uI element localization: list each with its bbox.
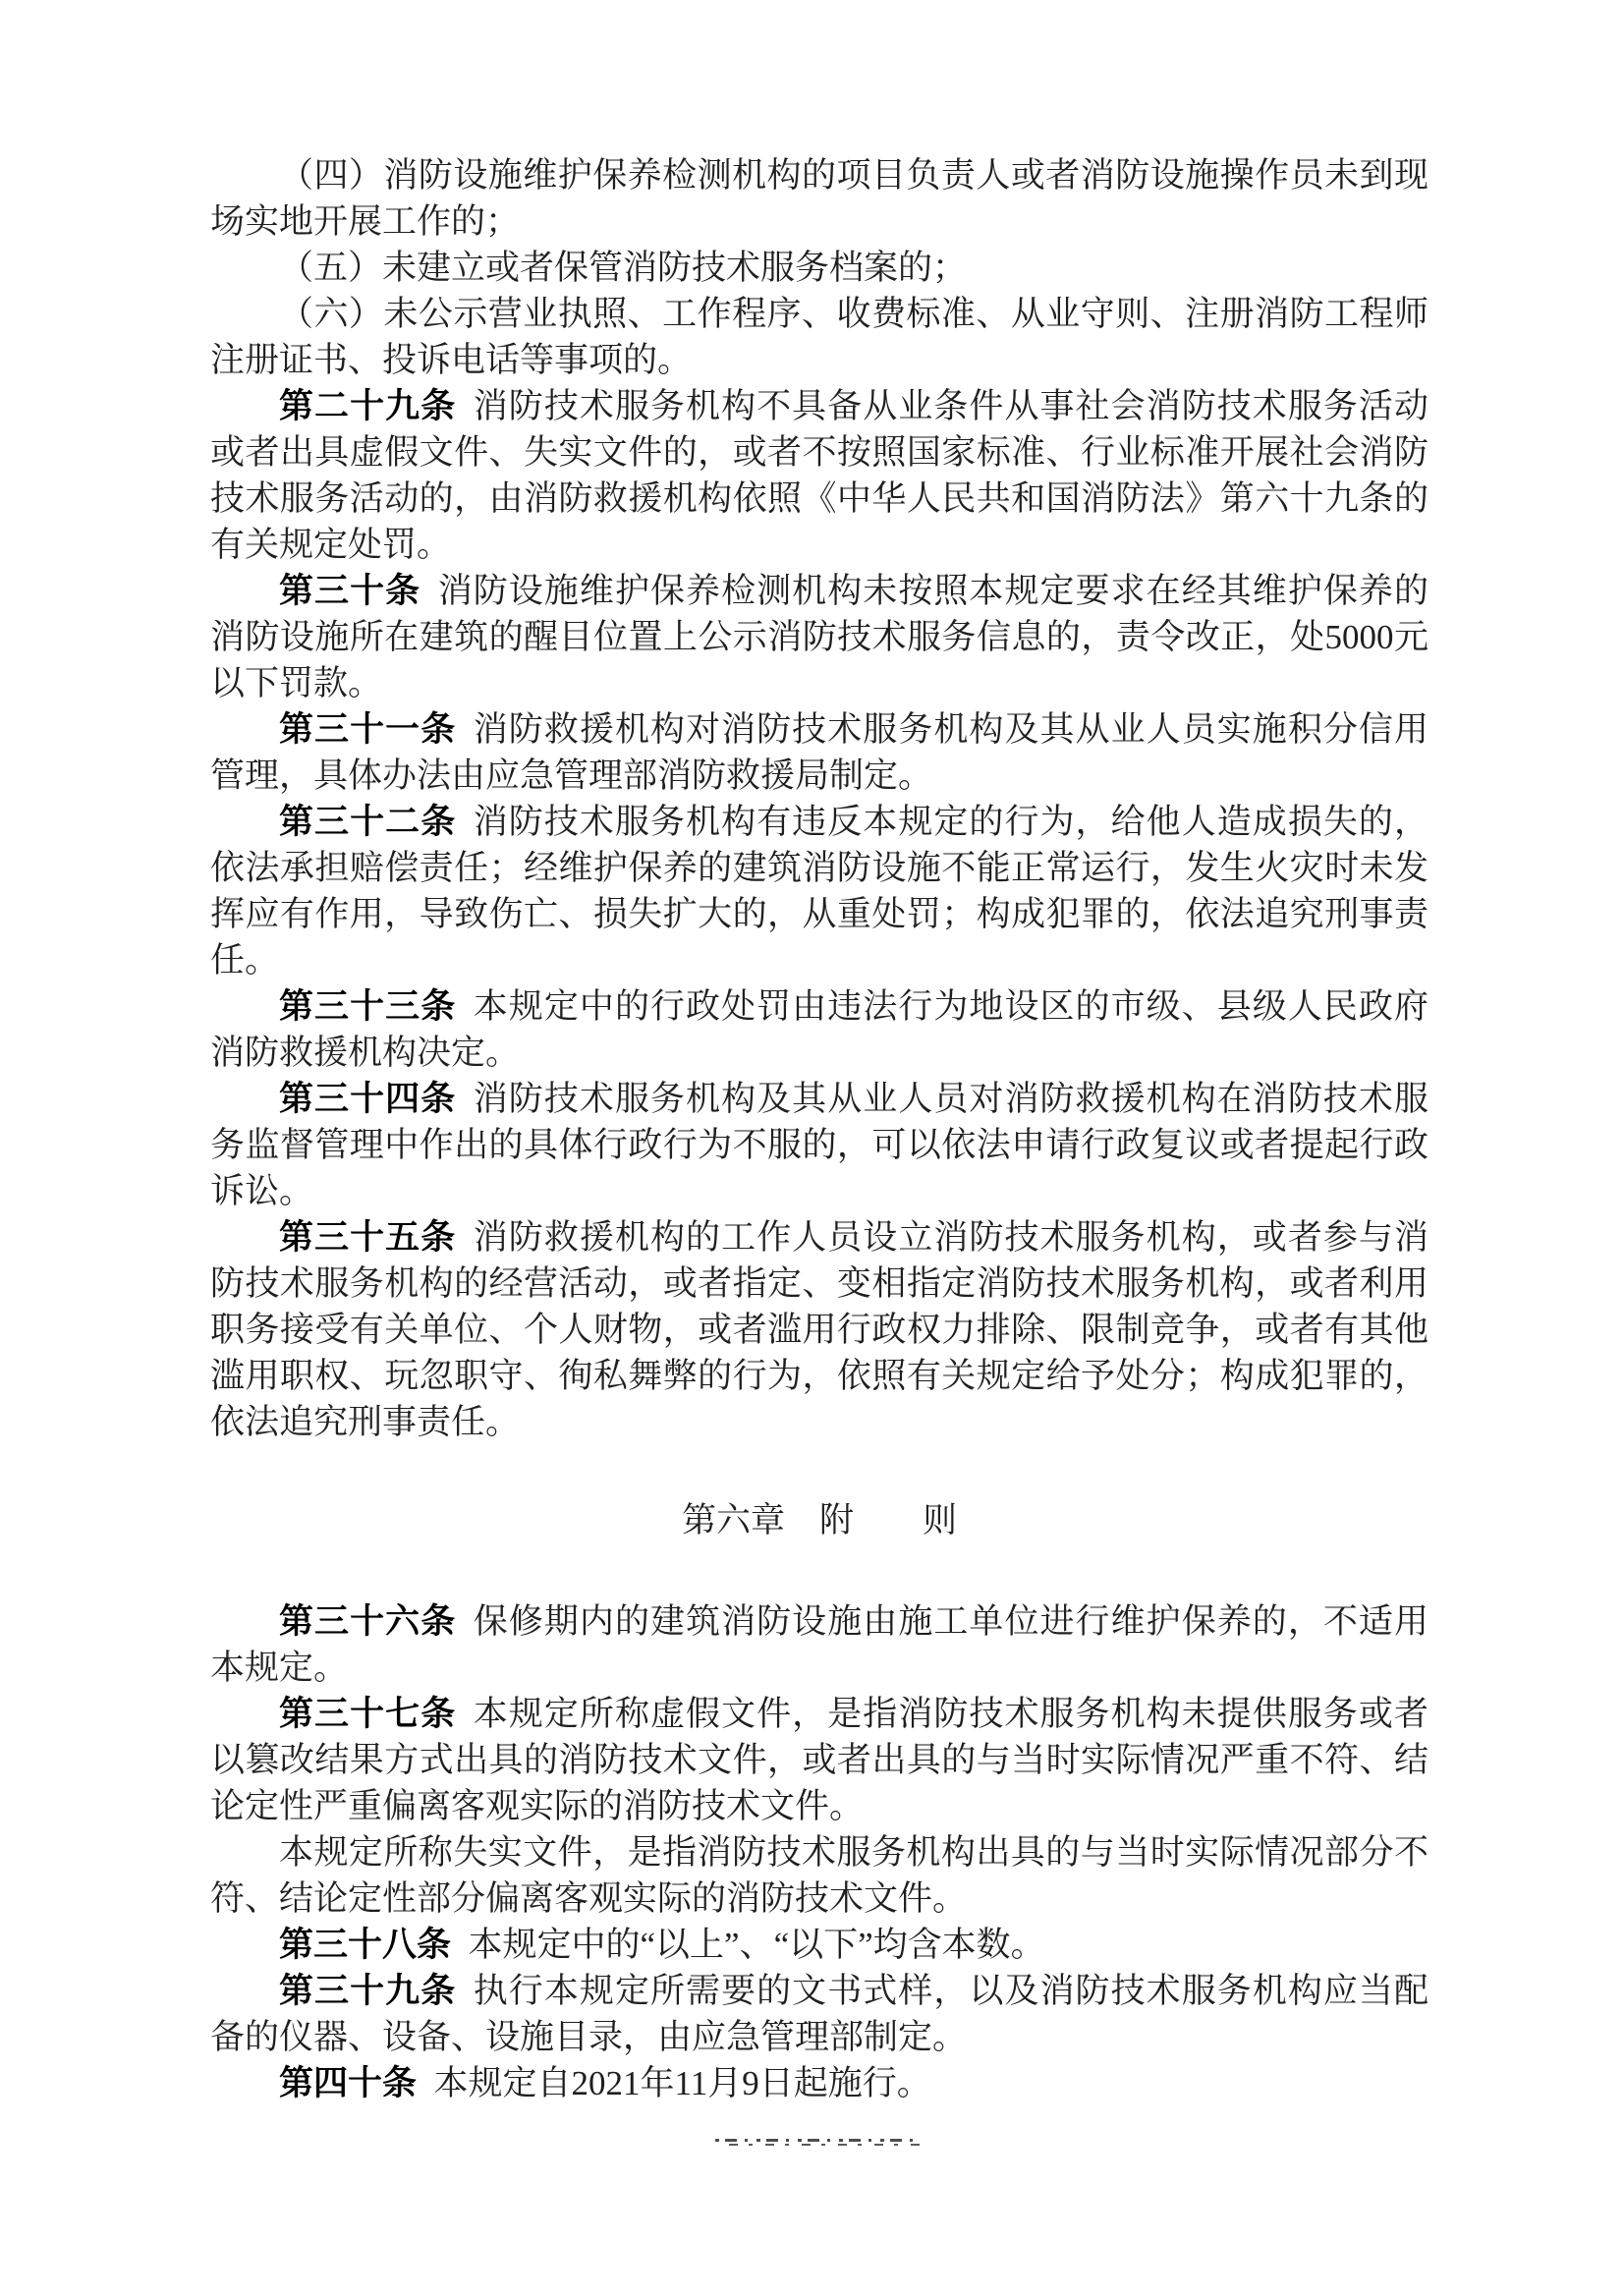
clipped-footer-text-fragment <box>715 2138 922 2147</box>
article-number: 第三十六条 <box>279 1602 457 1641</box>
paragraph-text: （六）未公示营业执照、工作程序、收费标准、从业守则、注册消防工程师注册证书、投诉电话等事项的。 <box>210 295 1428 379</box>
paragraph-text: 消防救援机构的工作人员设立消防技术服务机构，或者参与消防技术服务机构的经营活动，或者指定、变相指定消防技术服务机构，或者利用职务接受有关单位、个人财物，或者滥用行政权力排除、限制竞争，或者有其他滥用职权、玩忽职守、徇私舞弊的行为，依照有关规定给予处分；构成犯罪的，依法追究刑事责任。 <box>210 1218 1428 1441</box>
article-number: 第三十五条 <box>279 1218 457 1257</box>
article-number: 第三十四条 <box>279 1080 457 1118</box>
paragraph-text: 本规定所称虚假文件，是指消防技术服务机构未提供服务或者以篡改结果方式出具的消防技术文件，或者出具的与当时实际情况严重不符、结论定性严重偏离客观实际的消防技术文件。 <box>210 1695 1428 1825</box>
paragraph-article-29 <box>210 383 1428 568</box>
paragraph-item-4 <box>210 152 1428 245</box>
paragraph-article-38 <box>210 1922 1428 1968</box>
paragraph-article-36 <box>210 1598 1428 1691</box>
paragraph-item-6 <box>210 291 1428 383</box>
article-number: 第三十三条 <box>279 987 457 1026</box>
paragraph-text: 消防技术服务机构及其从业人员对消防救援机构在消防技术服务监督管理中作出的具体行政行为不服的，可以依法申请行政复议或者提起行政诉讼。 <box>210 1080 1428 1210</box>
article-number: 第三十二条 <box>279 803 457 841</box>
paragraph-article-33 <box>210 983 1428 1076</box>
article-number: 第三十八条 <box>279 1926 452 1964</box>
paragraph-text: 消防设施维护保养检测机构未按照本规定要求在经其维护保养的消防设施所在建筑的醒目位置上公示消防技术服务信息的，责令改正，处5000元以下罚款。 <box>210 572 1428 702</box>
paragraph-article-39 <box>210 1968 1428 2060</box>
paragraph-article-40 <box>210 2060 1428 2106</box>
paragraph-article-30 <box>210 568 1428 706</box>
paragraph-item-5 <box>210 245 1428 291</box>
paragraph-text: 消防技术服务机构不具备从业条件从事社会消防技术服务活动或者出具虚假文件、失实文件的，或者不按照国家标准、行业标准开展社会消防技术服务活动的，由消防救援机构依照《中华人民共和国消防法》第六十九条的有关规定处罚。 <box>210 387 1428 564</box>
paragraph-article-35 <box>210 1214 1428 1445</box>
chapter-heading: 第六章 附 则 <box>681 1501 957 1539</box>
paragraph-text: 本规定中的“以上”、“以下”均含本数。 <box>468 1926 1045 1964</box>
paragraph-text: 保修期内的建筑消防设施由施工单位进行维护保养的，不适用本规定。 <box>210 1602 1428 1687</box>
clipped-text-sliver <box>729 2144 922 2146</box>
article-number: 第三十一条 <box>279 710 457 749</box>
paragraph-text: 消防技术服务机构有违反本规定的行为，给他人造成损失的，依法承担赔偿责任；经维护保养的建筑消防设施不能正常运行，发生火灾时未发挥应有作用，导致伤亡、损失扩大的，从重处罚；构成犯罪的，依法追究刑事责任。 <box>210 803 1428 980</box>
article-number: 第四十条 <box>279 2064 418 2102</box>
article-number: 第三十条 <box>279 572 421 610</box>
article-number: 第二十九条 <box>279 387 457 425</box>
article-number: 第三十九条 <box>279 1972 457 2010</box>
paragraph-text: 执行本规定所需要的文书式样，以及消防技术服务机构应当配备的仪器、设备、设施目录，由应急管理部制定。 <box>210 1972 1428 2056</box>
paragraph-article-34 <box>210 1076 1428 1214</box>
paragraph-article-37-cont <box>210 1829 1428 1922</box>
paragraph-text: 消防救援机构对消防技术服务机构及其从业人员实施积分信用管理，具体办法由应急管理部消防救援局制定。 <box>210 710 1428 795</box>
paragraph-text: 本规定中的行政处罚由违法行为地设区的市级、县级人民政府消防救援机构决定。 <box>210 987 1428 1072</box>
paragraph-article-31 <box>210 706 1428 799</box>
paragraph-text: （五）未建立或者保管消防技术服务档案的； <box>279 249 968 287</box>
paragraph-article-37 <box>210 1691 1428 1829</box>
clipped-text-sliver <box>715 2139 922 2142</box>
paragraph-article-32 <box>210 799 1428 983</box>
paragraph-text: 本规定所称失实文件，是指消防技术服务机构出具的与当时实际情况部分不符、结论定性部分偏离客观实际的消防技术文件。 <box>210 1833 1428 1918</box>
paragraph-text: （四）消防设施维护保养检测机构的项目负责人或者消防设施操作员未到现场实地开展工作的； <box>210 156 1428 241</box>
article-number: 第三十七条 <box>279 1695 457 1733</box>
document-body <box>210 152 1428 2106</box>
paragraph-text: 本规定自2021年11月9日起施行。 <box>433 2064 931 2102</box>
